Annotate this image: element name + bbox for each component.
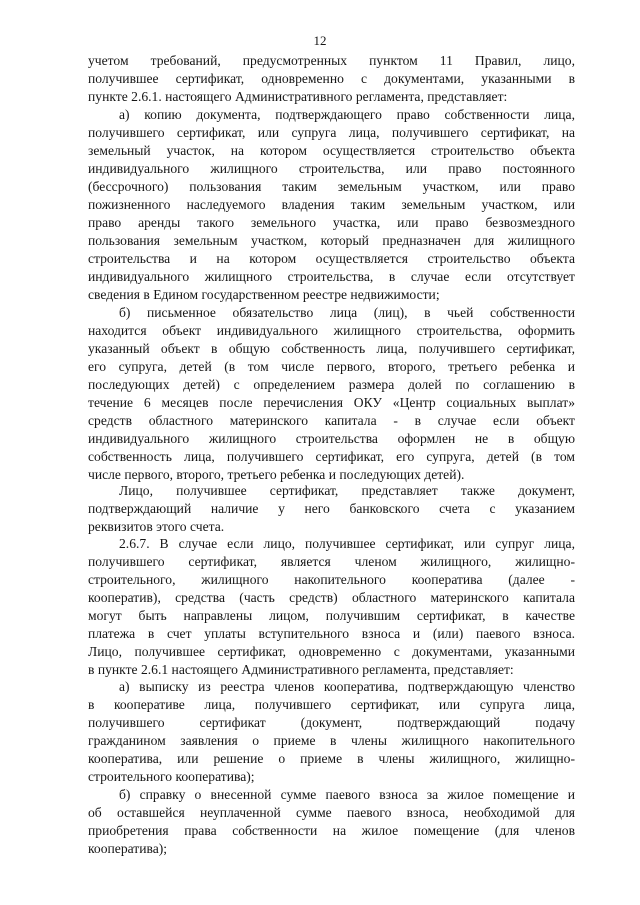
text-line: индивидуального жилищного строительства, или право постоянного bbox=[88, 161, 575, 176]
text-line: 2.6.7. В случае если лицо, получившее сертификат, или супруг лица, bbox=[119, 536, 575, 551]
text-line: индивидуального жилищного строительства оформлен не в общую bbox=[88, 431, 575, 446]
text-line: в пункте 2.6.1 настоящего Административного регламента, представляет: bbox=[88, 662, 514, 677]
text-line: сведения в Едином государственном реестре недвижимости; bbox=[88, 287, 440, 302]
text-line: получившего сертификат, или супруга лица, получившего сертификат, на bbox=[88, 125, 575, 140]
text-line: об оставшейся неуплаченной сумме паевого взноса, необходимой для bbox=[88, 805, 575, 820]
text-line: б) письменное обязательство лица (лиц), в чьей собственности bbox=[119, 305, 575, 320]
text-line: б) справку о внесенной сумме паевого взноса за жилое помещение и bbox=[119, 787, 575, 802]
text-line: получившее сертификат, одновременно с документами, указанными в bbox=[88, 71, 575, 86]
text-line: течение 6 месяцев после перечисления ОКУ «Центр социальных выплат» bbox=[88, 395, 575, 410]
text-line: находится объект индивидуального жилищного строительства, оформить bbox=[88, 323, 575, 338]
text-line: индивидуального жилищного строительства, в случае если отсутствует bbox=[88, 269, 575, 284]
text-line: собственность лица, получившего сертификат, его супруга, детей (в том bbox=[88, 449, 575, 464]
text-line: учетом требований, предусмотренных пунктом 11 Правил, лицо, bbox=[88, 53, 575, 68]
text-line: кооператива); bbox=[88, 841, 168, 856]
text-line: (бессрочного) пользования таким земельным участком, или право bbox=[88, 179, 575, 194]
text-line: строительства и на котором осуществляется строительство объекта bbox=[88, 251, 575, 266]
text-line: в кооперативе лица, получившего сертификат, или супруга лица, bbox=[88, 697, 575, 712]
text-line: кооператива, или решение о приеме в члены жилищного, жилищно- bbox=[88, 751, 575, 766]
text-line: реквизитов этого счета. bbox=[88, 519, 225, 534]
text-line: пожизненного наследуемого владения таким земельным участком, или bbox=[88, 197, 575, 212]
text-line: право аренды такого земельного участка, или право безвозмездного bbox=[88, 215, 575, 230]
text-line: строительного, жилищного накопительного кооператива (далее - bbox=[88, 572, 575, 587]
text-line: подтверждающий наличие у него банковского счета с указанием bbox=[88, 501, 575, 516]
text-line: пользования земельным участком, который предназначен для жилищного bbox=[88, 233, 575, 248]
text-line: получившего сертификат (документ, подтверждающий подачу bbox=[88, 715, 575, 730]
text-line: земельный участок, на котором осуществляется строительство объекта bbox=[88, 143, 575, 158]
text-line: Лицо, получившее сертификат, представляет также документ, bbox=[119, 483, 575, 498]
text-line: его супруга, детей (в том числе первого, второго, третьего ребенка и bbox=[88, 359, 575, 374]
text-line: средств областного материнского капитала - в случае если объект bbox=[88, 413, 575, 428]
text-line: числе первого, второго, третьего ребенка и последующих детей). bbox=[88, 467, 465, 482]
text-line: строительного кооператива); bbox=[88, 769, 255, 784]
text-line: приобретения права собственности на жилое помещение (для членов bbox=[88, 823, 575, 838]
page-number: 12 bbox=[313, 33, 327, 48]
text-line: указанный объект в общую собственность лица, получившего сертификат, bbox=[88, 341, 575, 356]
text-line: кооператив), средства (часть средств) областного материнского капитала bbox=[88, 590, 575, 605]
text-line: могут быть направлены лицом, получившим сертификат, в качестве bbox=[88, 608, 575, 623]
text-line: пункте 2.6.1. настоящего Административного регламента, представляет: bbox=[88, 89, 508, 104]
text-line: последующих детей) с определением размера долей по соглашению в bbox=[88, 377, 575, 392]
text-line: гражданином заявления о приеме в члены жилищного накопительного bbox=[88, 733, 575, 748]
text-line: платежа в счет уплаты вступительного взноса и (или) паевого взноса. bbox=[88, 626, 575, 641]
text-line: Лицо, получившее сертификат, одновременно с документами, указанными bbox=[88, 644, 575, 659]
text-line: получившего сертификат, является членом жилищного, жилищно- bbox=[88, 554, 575, 569]
text-line: а) копию документа, подтверждающего право собственности лица, bbox=[119, 107, 575, 122]
text-line: а) выписку из реестра членов кооператива, подтверждающую членство bbox=[119, 679, 575, 694]
